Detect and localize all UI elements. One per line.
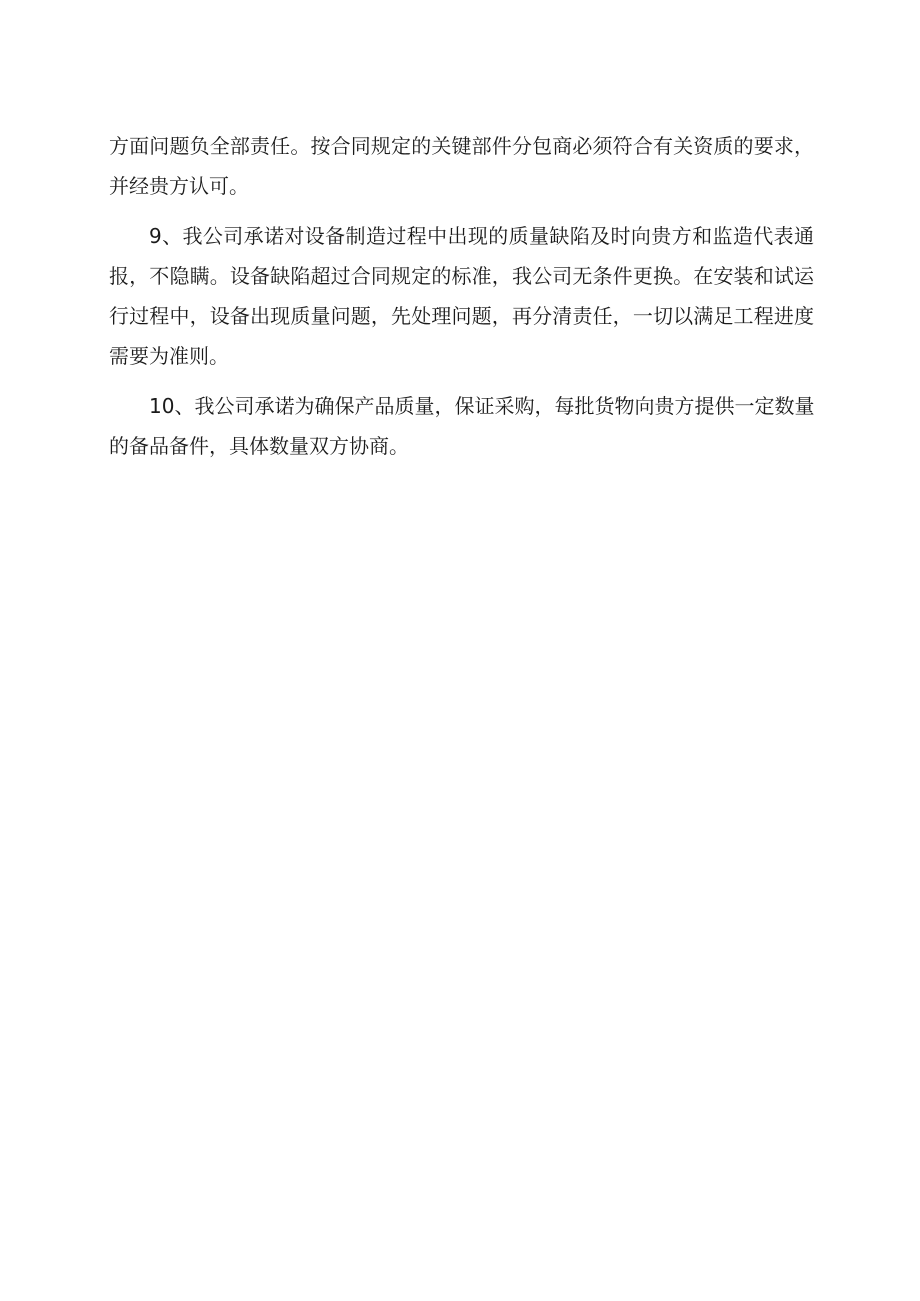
paragraph-line: 10、我公司承诺为确保产品质量，保证采购，每批货物向贵方提供一定数量 bbox=[149, 394, 815, 418]
document-body bbox=[109, 126, 814, 466]
paragraph-9 bbox=[109, 216, 814, 376]
paragraph-line: 的备品备件，具体数量双方协商。 bbox=[109, 434, 409, 458]
paragraph-10 bbox=[109, 386, 814, 466]
paragraph-line: 需要为准则。 bbox=[109, 344, 229, 368]
paragraph-8-continuation bbox=[109, 126, 814, 206]
paragraph-line: 9、我公司承诺对设备制造过程中出现的质量缺陷及时向贵方和监造代表通 bbox=[149, 224, 814, 248]
paragraph-line: 并经贵方认可。 bbox=[109, 174, 249, 198]
paragraph-line: 行过程中，设备出现质量问题，先处理问题，再分清责任，一切以满足工程进度 bbox=[109, 304, 814, 328]
paragraph-line: 方面问题负全部责任。按合同规定的关键部件分包商必须符合有关资质的要求， bbox=[109, 134, 814, 158]
paragraph-line: 报，不隐瞒。设备缺陷超过合同规定的标准，我公司无条件更换。在安装和试运 bbox=[109, 264, 814, 288]
